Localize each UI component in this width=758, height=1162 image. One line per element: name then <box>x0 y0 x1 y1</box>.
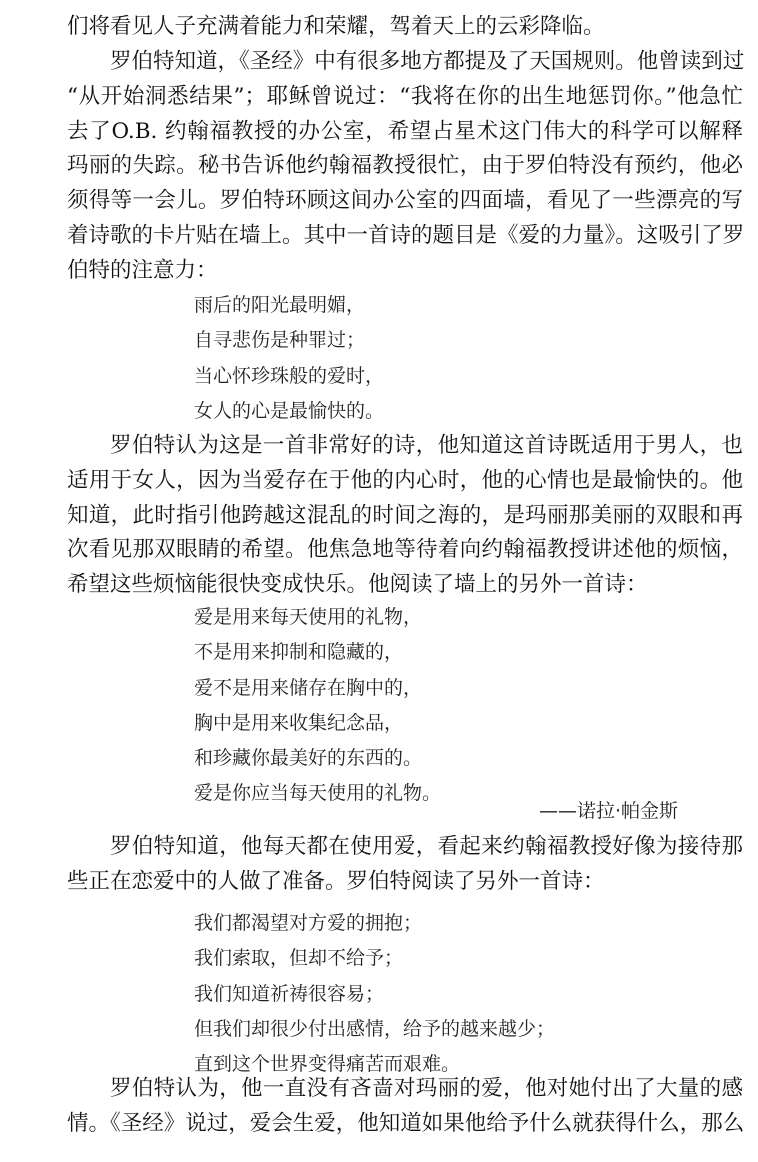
paragraph-line: 情。《圣经》说过，爱会生爱，他知道如果他给予什么就获得什么，那么 <box>67 1110 745 1136</box>
paragraph-line: 着诗歌的卡片贴在墙上。其中一首诗的题目是《爱的力量》。这吸引了罗 <box>67 222 745 248</box>
poem-line: 直到这个世界变得痛苦而艰难。 <box>194 1053 461 1076</box>
paragraph-line: 伯特的注意力： <box>67 257 218 283</box>
poem-1 <box>194 288 384 429</box>
paragraph-line: 须得等一会儿。罗伯特环顾这间办公室的四面墙，看见了一些漂亮的写 <box>67 188 743 214</box>
poem-line: 爱不是用来储存在胸中的， <box>194 676 423 699</box>
paragraph-line: 罗伯特认为这是一首非常好的诗，他知道这首诗既适用于男人，也 <box>110 433 743 458</box>
paragraph-line: 玛丽的失踪。秘书告诉他约翰福教授很忙，由于罗伯特没有预约，他必 <box>67 153 743 179</box>
paragraph-line: 罗伯特知道，他每天都在使用爱，看起来约翰福教授好像为接待那 <box>110 834 743 859</box>
poem-line: 我们都渴望对方爱的拥抱； <box>194 912 423 934</box>
poem-attribution: ——诺拉·帕金斯 <box>539 800 679 822</box>
poem-line: 雨后的阳光最明媚， <box>194 294 366 316</box>
paragraph-line: 希望这些烦恼能很快变成快乐。他阅读了墙上的另外一首诗： <box>67 572 648 598</box>
poem-2 <box>194 600 441 812</box>
paragraph-line: 去了O.B. 约翰福教授的办公室，希望占星术这门伟大的科学可以解释 <box>67 118 743 144</box>
poem-line: 爱是用来每天使用的礼物， <box>194 606 423 628</box>
poem-line: 我们知道祈祷很容易； <box>194 982 385 1005</box>
paragraph-4 <box>67 830 743 900</box>
paragraph-line: 次看见那双眼睛的希望。他焦急地等待着向约翰福教授讲述他的烦恼， <box>67 537 743 563</box>
paragraph-1 <box>67 10 743 45</box>
poem-3 <box>194 906 555 1082</box>
poem-line: 自寻悲伤是种罪过； <box>194 329 366 352</box>
poem-line: 女人的心是最愉快的。 <box>194 399 385 422</box>
paragraph-line: “从开始洞悉结果”；耶稣曾说过：“我将在你的出生地惩罚你。”他急忙 <box>67 83 743 109</box>
paragraph-2 <box>67 45 743 289</box>
paragraph-line: 些正在恋爱中的人做了准备。罗伯特阅读了另外一首诗： <box>67 868 605 894</box>
paragraph-line: 们将看见人子充满着能力和荣耀，驾着天上的云彩降临。 <box>67 14 605 39</box>
paragraph-line: 罗伯特知道，《圣经》中有很多地方都提及了天国规则。他曾读到过 <box>110 49 745 74</box>
paragraph-line: 知道，此时指引他跨越这混乱的时间之海的，是玛丽那美丽的双眼和再 <box>67 502 743 528</box>
poem-line: 爱是你应当每天使用的礼物。 <box>194 782 442 805</box>
poem-line: 我们索取，但却不给予； <box>194 947 404 970</box>
poem-line: 但我们却很少付出感情，给予的越来越少； <box>194 1017 556 1040</box>
poem-line: 胸中是用来收集纪念品， <box>194 711 404 734</box>
poem-line: 当心怀珍珠般的爱时， <box>194 364 385 387</box>
paragraph-line: 适用于女人，因为当爱存在于他的内心时，他的心情也是最愉快的。他 <box>67 467 743 493</box>
paragraph-3 <box>67 429 743 603</box>
poem-line: 和珍藏你最美好的东西的。 <box>194 747 423 770</box>
paragraph-line: 罗伯特认为，他一直没有吝啬对玛丽的爱，他对她付出了大量的感 <box>110 1076 743 1101</box>
paragraph-5 <box>67 1072 743 1142</box>
poem-line: 不是用来抑制和隐藏的， <box>194 641 404 664</box>
